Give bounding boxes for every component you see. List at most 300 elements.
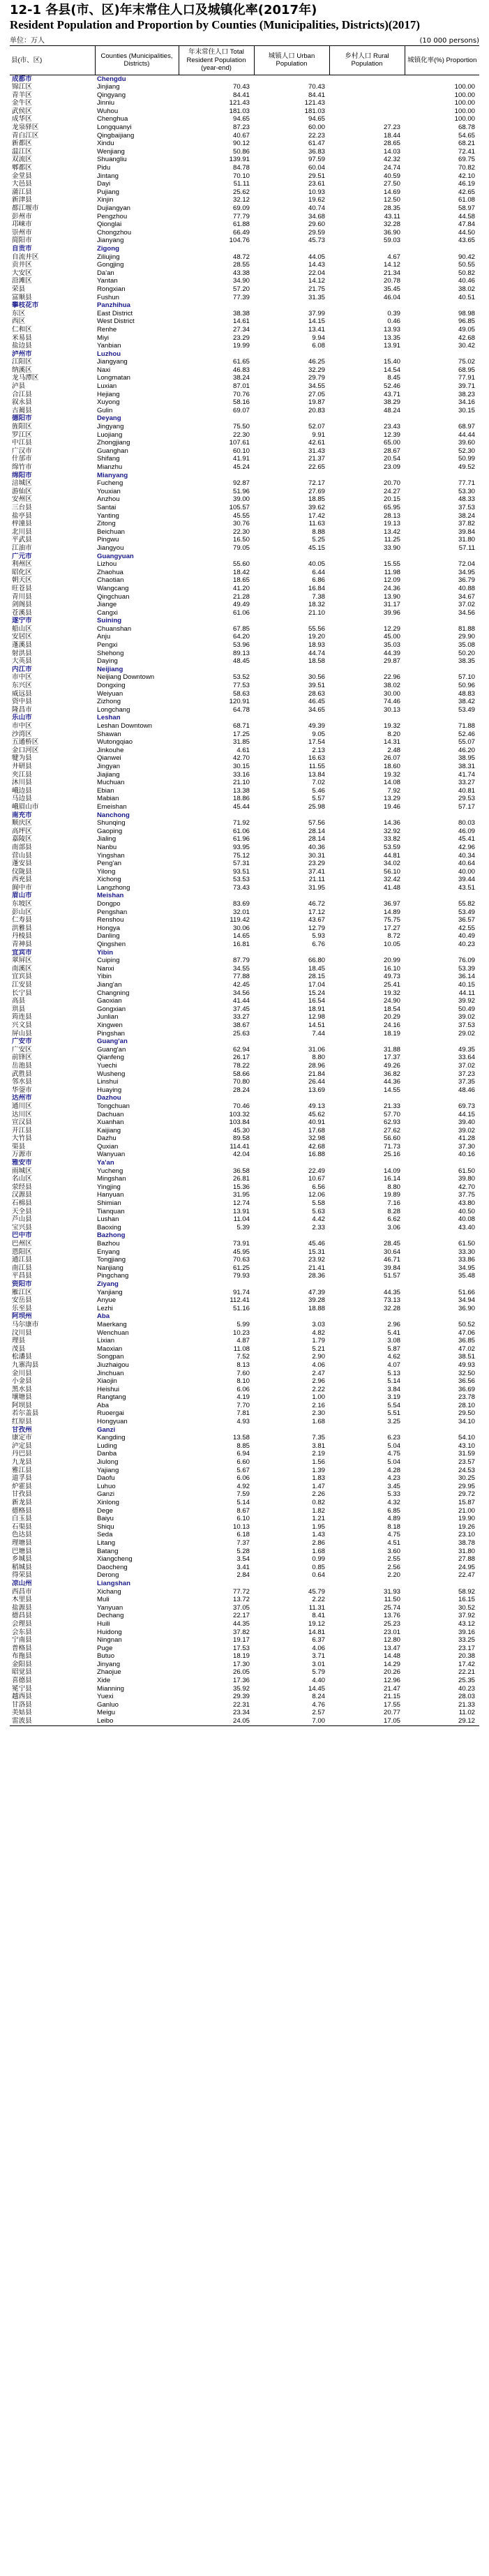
cell-name-cn: 乡城县 xyxy=(12,1555,32,1564)
cell-rate: 30.52 xyxy=(458,1603,475,1612)
cell-urban: 8.88 xyxy=(312,527,325,536)
cell-name-cn: 冕宁县 xyxy=(12,1684,32,1693)
cell-total: 19.17 xyxy=(232,1636,250,1645)
cell-urban: 46.72 xyxy=(308,900,325,908)
cell-urban: 84.41 xyxy=(308,91,325,99)
cell-rate: 57.11 xyxy=(458,544,475,552)
cell-rural: 30.00 xyxy=(383,689,400,698)
cell-rate xyxy=(405,301,479,310)
cell-name-en: Fucheng xyxy=(97,479,123,488)
cell-rural: 19.32 xyxy=(383,989,400,997)
cell-name-en: Shifang xyxy=(97,455,120,463)
table-row xyxy=(10,1548,479,1556)
cell-name-en: Dazhu xyxy=(97,1135,116,1143)
cell-urban: 20.83 xyxy=(308,406,325,414)
table-row xyxy=(10,1442,479,1451)
cell-rural: 35.45 xyxy=(383,285,400,293)
cell-rural xyxy=(329,472,405,480)
cell-urban xyxy=(254,350,329,359)
cell-urban: 8.80 xyxy=(312,1054,325,1062)
cell-name-cn: 若尔盖县 xyxy=(12,1409,39,1418)
table-row xyxy=(10,884,479,892)
cell-total: 34.90 xyxy=(232,277,250,285)
cell-rate: 40.81 xyxy=(458,786,475,795)
cell-rural: 46.71 xyxy=(383,1256,400,1264)
cell-total: 41.20 xyxy=(232,584,250,592)
cell-urban: 7.35 xyxy=(312,1434,325,1442)
cell-rural: 17.05 xyxy=(329,1717,405,1725)
cell-rate: 33.25 xyxy=(458,1636,475,1645)
cell-rate: 11.02 xyxy=(458,1709,475,1717)
cell-total: 50.86 xyxy=(232,147,250,156)
cell-total: 69.09 xyxy=(232,204,250,212)
cell-name-cn: 东区 xyxy=(12,309,26,317)
cell-name-en: Songpan xyxy=(97,1353,124,1361)
cell-rate: 100.00 xyxy=(454,107,475,115)
cell-name-en: Muli xyxy=(97,1596,110,1604)
table-row xyxy=(10,981,479,989)
cell-rural: 5.04 xyxy=(387,1441,400,1450)
table-body xyxy=(10,75,479,1725)
cell-name-cn: 盐亭县 xyxy=(12,511,32,520)
cell-urban: 2.19 xyxy=(312,1450,325,1458)
cell-name-cn: 高坪区 xyxy=(12,827,32,835)
cell-rural: 13.47 xyxy=(383,1644,400,1652)
cell-urban: 4.42 xyxy=(312,1215,325,1224)
cell-rural: 62.93 xyxy=(383,1118,400,1127)
cell-total: 67.85 xyxy=(232,624,250,633)
cell-name-cn: 内江市 xyxy=(12,665,32,673)
cell-urban: 4.06 xyxy=(312,1644,325,1652)
cell-name-cn: 温江区 xyxy=(12,147,32,156)
cell-name-en: Shimian xyxy=(97,1199,121,1208)
cell-rural: 15.40 xyxy=(383,358,400,366)
cell-rural: 12.29 xyxy=(383,624,400,633)
cell-rural: 45.00 xyxy=(383,633,400,641)
cell-total xyxy=(179,1231,254,1240)
cell-name-en: Fushun xyxy=(97,293,119,301)
table-group-row xyxy=(10,1580,479,1588)
table-row xyxy=(10,1409,479,1418)
cell-rate: 68.21 xyxy=(458,140,475,148)
table-group-row xyxy=(10,301,479,310)
table-row xyxy=(10,1474,479,1483)
cell-name-en: Huili xyxy=(97,1619,110,1628)
cell-rural: 16.14 xyxy=(383,1175,400,1183)
cell-rate: 37.82 xyxy=(458,520,475,528)
table-group-row xyxy=(10,1038,479,1046)
cell-total: 4.93 xyxy=(236,1418,250,1426)
cell-urban: 5.58 xyxy=(312,1199,325,1208)
cell-rate: 29.72 xyxy=(458,1490,475,1499)
cell-rate: 53.49 xyxy=(458,908,475,916)
cell-total: 7.70 xyxy=(236,1401,250,1409)
cell-urban: 40.74 xyxy=(308,204,325,212)
cell-rural: 5.04 xyxy=(387,1458,400,1467)
cell-name-cn: 游仙区 xyxy=(12,487,32,495)
cell-urban: 8.24 xyxy=(312,1693,325,1701)
cell-rate: 48.83 xyxy=(458,689,475,698)
table-row xyxy=(10,576,479,585)
cell-name-en: Xingwen xyxy=(97,1021,123,1029)
cell-name-cn: 新都区 xyxy=(12,140,32,148)
cell-name-en: Shehong xyxy=(97,649,124,657)
cell-urban: 47.39 xyxy=(308,1288,325,1296)
cell-name-cn: 木里县 xyxy=(12,1596,32,1604)
table-row xyxy=(10,1240,479,1248)
cell-urban xyxy=(254,472,329,480)
cell-urban: 2.47 xyxy=(312,1369,325,1377)
header-name-cn: 县(市、区) xyxy=(10,46,95,75)
cell-rate: 44.15 xyxy=(458,1110,475,1118)
cell-urban: 22.23 xyxy=(308,131,325,140)
cell-rural: 17.27 xyxy=(383,924,400,932)
cell-urban: 31.43 xyxy=(308,447,325,455)
table-row xyxy=(10,989,479,998)
table-row xyxy=(10,1483,479,1491)
cell-total: 112.41 xyxy=(230,1296,250,1305)
cell-name-cn: 遂宁市 xyxy=(12,617,32,625)
cell-total: 77.39 xyxy=(232,293,250,301)
cell-total: 105.57 xyxy=(229,503,250,511)
table-row xyxy=(10,1054,479,1062)
cell-total: 70.10 xyxy=(232,172,250,180)
cell-rural: 27.62 xyxy=(383,1126,400,1135)
cell-urban: 1.00 xyxy=(312,1393,325,1402)
table-row xyxy=(10,1289,479,1297)
cell-name-en: Jiajiang xyxy=(97,770,120,779)
cell-name-en: Yajiang xyxy=(97,1466,119,1474)
cell-rural: 49.73 xyxy=(383,973,400,981)
cell-rate: 39.40 xyxy=(458,1118,475,1127)
cell-rate: 80.03 xyxy=(458,819,475,828)
cell-rate: 42.55 xyxy=(458,924,475,932)
cell-rate: 44.11 xyxy=(458,989,475,997)
table-row xyxy=(10,1571,479,1580)
cell-rate: 43.12 xyxy=(458,1619,475,1628)
cell-name-cn: 芦山县 xyxy=(12,1215,32,1224)
cell-total: 5.67 xyxy=(236,1466,250,1474)
cell-rural: 75.75 xyxy=(383,916,400,924)
cell-name-cn: 洪雅县 xyxy=(12,924,32,932)
cell-rural: 49.26 xyxy=(383,1061,400,1070)
cell-name-cn: 南充市 xyxy=(12,811,32,819)
cell-urban: 31.06 xyxy=(308,1045,325,1054)
cell-rate: 21.00 xyxy=(458,1506,475,1515)
cell-total: 33.27 xyxy=(232,1013,250,1021)
cell-name-en: Longchang xyxy=(97,705,130,714)
cell-total: 70.43 xyxy=(232,83,250,91)
table-row xyxy=(10,1531,479,1539)
cell-urban: 1.79 xyxy=(312,1337,325,1345)
table-group-row xyxy=(10,414,479,423)
cell-total: 10.23 xyxy=(232,1328,250,1337)
cell-rate: 39.80 xyxy=(458,1175,475,1183)
cell-name-cn: 德阳市 xyxy=(12,414,32,423)
cell-total: 42.04 xyxy=(232,1151,250,1159)
cell-urban: 8.41 xyxy=(312,1612,325,1620)
cell-rural: 32.42 xyxy=(383,876,400,884)
table-row xyxy=(10,132,479,140)
cell-urban xyxy=(254,1426,329,1435)
cell-urban: 66.80 xyxy=(308,957,325,965)
cell-rate: 35.48 xyxy=(458,1272,475,1280)
table-group-row xyxy=(10,472,479,480)
cell-name-en: Jinniu xyxy=(97,99,115,107)
cell-name-en: Danling xyxy=(97,932,120,941)
table-row xyxy=(10,941,479,949)
cell-name-en: Kangding xyxy=(97,1434,126,1442)
cell-name-en: Ya'an xyxy=(97,1159,114,1167)
cell-name-en: Jingyang xyxy=(97,423,124,431)
cell-urban: 12.98 xyxy=(308,1013,325,1021)
cell-rural: 28.67 xyxy=(383,447,400,455)
cell-urban: 31.95 xyxy=(308,883,325,892)
cell-name-cn: 贡井区 xyxy=(12,261,32,269)
cell-name-en: Longquanyi xyxy=(97,123,132,132)
cell-total: 103.84 xyxy=(229,1118,250,1127)
table-group-row xyxy=(10,1312,479,1321)
cell-urban: 10.67 xyxy=(308,1175,325,1183)
cell-total: 121.43 xyxy=(229,99,250,107)
cell-urban: 46.45 xyxy=(308,698,325,706)
cell-name-en: Jingyan xyxy=(97,762,121,770)
cell-rural: 28.13 xyxy=(383,511,400,520)
cell-name-cn: 旌阳区 xyxy=(12,423,32,431)
cell-name-en: Jintang xyxy=(97,172,119,180)
cell-name-en: Wusheng xyxy=(97,1070,126,1078)
cell-urban: 4.76 xyxy=(312,1700,325,1709)
cell-rate: 46.20 xyxy=(458,746,475,754)
table-row xyxy=(10,1450,479,1458)
table-row xyxy=(10,1296,479,1305)
cell-urban: 21.37 xyxy=(308,455,325,463)
cell-name-cn: 会理县 xyxy=(12,1619,32,1628)
table-row xyxy=(10,593,479,601)
cell-rural: 25.74 xyxy=(383,1603,400,1612)
cell-rate: 52.30 xyxy=(458,447,475,455)
cell-name-en: Luzhou xyxy=(97,350,121,358)
cell-name-en: Hongya xyxy=(97,924,121,932)
table-row xyxy=(10,900,479,908)
cell-rural: 14.55 xyxy=(383,1086,400,1094)
cell-rural: 14.36 xyxy=(383,819,400,828)
cell-urban xyxy=(254,245,329,253)
cell-name-cn: 岳池县 xyxy=(12,1061,32,1070)
table-row xyxy=(10,1183,479,1192)
cell-urban xyxy=(254,1038,329,1046)
cell-urban: 5.63 xyxy=(312,1207,325,1215)
cell-name-en: Yanjiang xyxy=(97,1288,123,1296)
cell-total: 18.65 xyxy=(232,576,250,585)
cell-name-en: Jinjiang xyxy=(97,83,120,91)
cell-name-cn: 美姑县 xyxy=(12,1709,32,1717)
table-row xyxy=(10,269,479,278)
cell-name-cn: 彭州市 xyxy=(12,212,32,220)
cell-name-cn: 金阳县 xyxy=(12,1660,32,1668)
cell-name-en: Miyi xyxy=(97,334,110,342)
cell-urban: 18.85 xyxy=(308,495,325,504)
table-row xyxy=(10,1604,479,1612)
cell-rural: 31.93 xyxy=(383,1587,400,1596)
cell-name-en: Yanting xyxy=(97,511,119,520)
cell-rate xyxy=(405,553,479,561)
cell-rural xyxy=(329,99,405,107)
cell-total: 31.95 xyxy=(232,1191,250,1199)
cell-rate: 100.00 xyxy=(454,115,475,123)
cell-name-en: Pingchang xyxy=(97,1272,129,1280)
cell-rate xyxy=(405,245,479,253)
table-row xyxy=(10,1175,479,1183)
cell-rural: 35.03 xyxy=(383,641,400,650)
cell-urban: 40.91 xyxy=(308,1118,325,1127)
cell-rate: 19.90 xyxy=(458,1515,475,1523)
cell-rural: 5.51 xyxy=(387,1409,400,1418)
cell-name-en: Suining xyxy=(97,617,122,625)
cell-name-cn: 新龙县 xyxy=(12,1499,32,1506)
cell-rural: 44.81 xyxy=(383,851,400,860)
cell-name-cn: 阿坝州 xyxy=(12,1312,32,1321)
cell-rural: 24.36 xyxy=(383,584,400,592)
cell-name-cn: 茂县 xyxy=(12,1345,26,1353)
cell-name-cn: 简阳市 xyxy=(12,237,32,245)
cell-rate: 40.34 xyxy=(458,851,475,860)
cell-name-cn: 石棉县 xyxy=(12,1199,32,1208)
cell-rural: 20.77 xyxy=(383,1709,400,1717)
cell-total: 25.62 xyxy=(232,188,250,196)
cell-name-en: Xiaojin xyxy=(97,1377,117,1386)
cell-rate: 61.50 xyxy=(458,1240,475,1248)
cell-name-cn: 富顺县 xyxy=(12,293,32,301)
cell-name-en: Yilong xyxy=(97,867,116,876)
cell-total: 114.41 xyxy=(230,1142,250,1151)
cell-total xyxy=(179,892,254,900)
cell-name-cn: 白玉县 xyxy=(12,1515,32,1523)
cell-urban: 6.37 xyxy=(312,1636,325,1645)
table-group-row xyxy=(10,892,479,900)
cell-name-en: Maerkang xyxy=(97,1320,127,1328)
table-row xyxy=(10,835,479,844)
table-group-row xyxy=(10,1159,479,1167)
table-row xyxy=(10,1370,479,1378)
cell-name-cn: 平武县 xyxy=(12,536,32,544)
cell-name-cn: 炉霍县 xyxy=(12,1482,32,1490)
cell-name-cn: 大安区 xyxy=(12,269,32,277)
cell-total: 62.94 xyxy=(232,1045,250,1054)
cell-name-en: Dujiangyan xyxy=(97,204,131,212)
cell-name-cn: 汉源县 xyxy=(12,1191,32,1199)
cell-total: 53.53 xyxy=(232,876,250,884)
cell-rural: 14.31 xyxy=(383,738,400,747)
table-row xyxy=(10,1224,479,1232)
cell-rural: 18.44 xyxy=(383,131,400,140)
cell-rate: 57.10 xyxy=(458,673,475,682)
cell-urban: 55.56 xyxy=(308,624,325,633)
cell-name-en: Pingwu xyxy=(97,536,119,544)
cell-total: 51.11 xyxy=(233,180,250,188)
cell-rural: 17.37 xyxy=(383,1054,400,1062)
cell-total: 27.34 xyxy=(232,325,250,334)
table-row xyxy=(10,520,479,528)
cell-name-cn: 宣汉县 xyxy=(12,1118,32,1127)
cell-urban: 0.99 xyxy=(312,1555,325,1564)
cell-name-en: Baiyu xyxy=(97,1515,114,1523)
table-group-row xyxy=(10,617,479,625)
cell-rural: 28.35 xyxy=(383,204,400,212)
cell-rate xyxy=(405,1280,479,1289)
cell-total: 57.31 xyxy=(232,860,250,868)
cell-urban: 29.59 xyxy=(308,228,325,237)
cell-name-en: Dachuan xyxy=(97,1110,124,1118)
cell-name-en: Huaying xyxy=(97,1086,122,1094)
cell-rural: 27.50 xyxy=(383,180,400,188)
cell-urban: 17.54 xyxy=(308,738,325,747)
cell-rural: 14.54 xyxy=(383,366,400,374)
table-row xyxy=(10,1386,479,1394)
cell-name-en: Qingshen xyxy=(97,941,126,949)
cell-rural: 65.00 xyxy=(383,439,400,447)
cell-rate: 40.51 xyxy=(458,293,475,301)
cell-name-en: Bazhong xyxy=(97,1231,126,1240)
cell-urban xyxy=(254,1280,329,1289)
cell-urban: 23.61 xyxy=(308,180,325,188)
cell-total xyxy=(179,245,254,253)
table-row xyxy=(10,1151,479,1159)
cell-rural: 23.01 xyxy=(383,1628,400,1636)
cell-name-cn: 船山区 xyxy=(12,624,32,633)
cell-rural: 71.73 xyxy=(383,1142,400,1151)
cell-name-cn: 绵阳市 xyxy=(12,471,32,479)
cell-rural: 8.72 xyxy=(387,932,400,941)
cell-name-en: Daying xyxy=(97,657,118,666)
cell-rate: 40.49 xyxy=(458,932,475,941)
cell-rate: 69.75 xyxy=(458,156,475,164)
cell-rate: 37.35 xyxy=(458,1078,475,1086)
table-row xyxy=(10,625,479,634)
cell-urban: 16.84 xyxy=(308,584,325,592)
cell-total: 77.79 xyxy=(232,212,250,220)
cell-rural: 14.03 xyxy=(383,147,400,156)
cell-urban: 32.29 xyxy=(308,366,325,374)
cell-total xyxy=(179,350,254,359)
cell-total: 18.42 xyxy=(232,568,250,576)
cell-name-cn: 马边县 xyxy=(12,795,32,803)
cell-total: 53.52 xyxy=(232,673,250,682)
table-row xyxy=(10,1418,479,1426)
cell-name-en: Ganzi xyxy=(97,1490,115,1499)
cell-name-en: Dazhou xyxy=(97,1094,121,1102)
cell-rate: 45.41 xyxy=(458,835,475,844)
cell-name-cn: 乐山市 xyxy=(12,714,32,722)
cell-urban: 2.33 xyxy=(312,1223,325,1231)
cell-urban: 3.01 xyxy=(312,1660,325,1668)
cell-name-en: Mingshan xyxy=(97,1175,126,1183)
cell-rural: 11.25 xyxy=(384,536,400,544)
cell-rate: 38.35 xyxy=(458,657,475,666)
cell-name-cn: 大邑县 xyxy=(12,180,32,188)
table-row xyxy=(10,1337,479,1345)
cell-rural: 24.90 xyxy=(383,997,400,1005)
cell-urban: 18.58 xyxy=(308,657,325,666)
cell-name-cn: 蒲江县 xyxy=(12,188,32,196)
cell-name-cn: 自流井区 xyxy=(12,253,39,261)
cell-name-cn: 南部县 xyxy=(12,843,32,851)
cell-name-en: Luojiang xyxy=(97,430,123,439)
table-row xyxy=(10,1118,479,1127)
header-rural: 乡村人口 Rural Population xyxy=(329,46,405,75)
cell-rate: 49.35 xyxy=(458,1045,475,1054)
cell-rate: 90.42 xyxy=(458,253,475,261)
